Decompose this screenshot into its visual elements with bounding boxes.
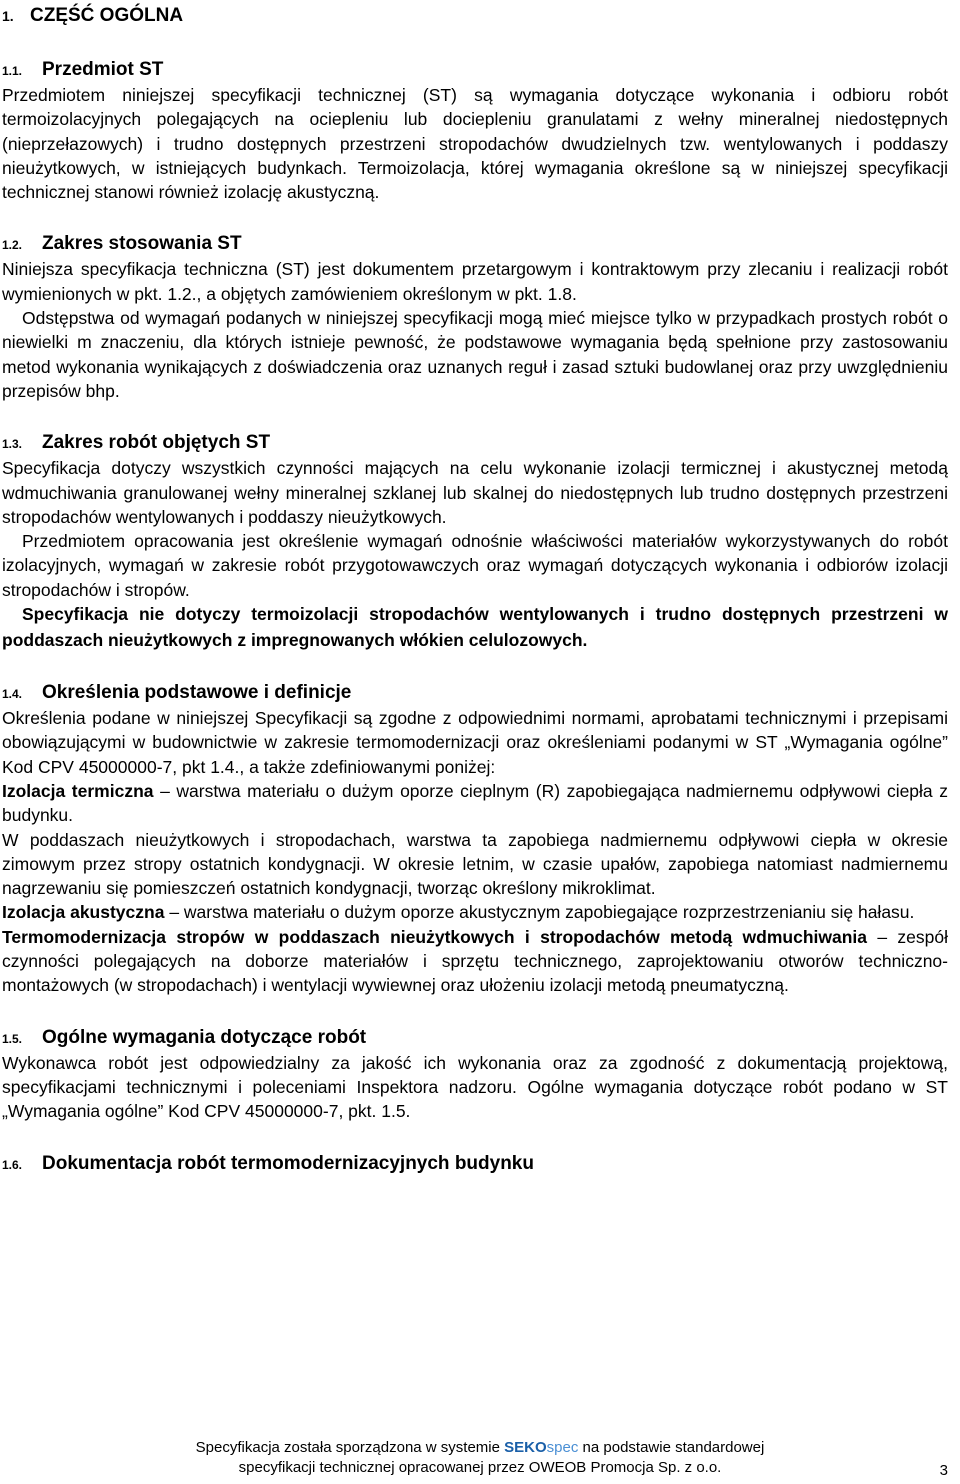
section-number: 1.5. bbox=[2, 1031, 23, 1046]
footer-line-2: specyfikacji technicznej opracowanej przez OWEOB Promocja Sp. z o.o. bbox=[238, 1459, 722, 1476]
definition bbox=[2, 900, 948, 924]
definition-term: Termomodernizacja stropów w poddaszach nieużytkowych i stropodachów metodą wdmuchiwania bbox=[2, 926, 868, 947]
section-1-3-heading bbox=[2, 431, 948, 456]
brand-logo-seko: SEKO bbox=[504, 1439, 547, 1456]
paragraph: Określenia podane w niniejszej Specyfikacji są zgodne z odpowiednimi normami, aprobatami technicznymi i przepisami obowiązującymi w budownictwie w zakresie termomodernizacji oraz określeniami podanymi w ST „Wymagania ogólne” Kod CPV 45000000-7, pkt 1.4., a także zdefiniowanymi poniżej: bbox=[2, 708, 948, 777]
definition bbox=[2, 925, 948, 998]
brand-logo-spec: spec bbox=[546, 1439, 579, 1456]
section-number: 1.3. bbox=[2, 437, 23, 452]
paragraph: Wykonawca robót jest odpowiedzialny za jakość ich wykonania oraz za zgodność z dokumentacją projektową, specyfikacjami technicznymi i poleceniami Inspektora nadzoru. Ogólne wymagania dotyczące robót podano w ST „Wymagania ogólne” Kod CPV 45000000-7, pkt. 1.5. bbox=[2, 1052, 948, 1122]
section-title: Przedmiot ST bbox=[42, 59, 164, 80]
definition-text: – warstwa materiału o dużym oporze akustycznym zapobiegające rozprzestrzenianiu się hałasu. bbox=[164, 902, 915, 923]
definition-text: – zespół czynności polegających na doborze materiałów i sprzętu technicznego, zaprojektowaniu otworów techniczno-montażowych (w stropodachach) i wentylacji wywiewnej oraz ułożeniu izolacji metodą pneumatyczną. bbox=[2, 926, 948, 996]
section-title: Określenia podstawowe i definicje bbox=[42, 682, 352, 704]
definition-text: – warstwa materiału o dużym oporze cieplnym (R) zapobiegająca nadmiernemu odpływowi ciepła z budynku. bbox=[2, 780, 948, 826]
footer-text: Specyfikacja została sporządzona w systemie bbox=[195, 1439, 505, 1456]
definition-term: Izolacja termiczna bbox=[2, 780, 154, 801]
section-title: Zakres robót objętych ST bbox=[42, 432, 271, 454]
section-number: 1.2. bbox=[2, 238, 23, 253]
paragraph: Specyfikacja dotyczy wszystkich czynności mających na celu wykonanie izolacji termicznej i akustycznej metodą wdmuchiwania granulowanej wełny mineralnej szklanej lub skalnej do niedostępnych lub trudno dostępnych przestrzeni stropodachów wentylowanych i poddaszy nieużytkowych. bbox=[2, 458, 948, 527]
page-number: 3 bbox=[939, 1462, 948, 1479]
page-footer bbox=[0, 1438, 960, 1478]
section-title: Ogólne wymagania dotyczące robót bbox=[42, 1026, 367, 1048]
paragraph: Przedmiotem opracowania jest określenie wymagań odnośnie właściwości materiałów wykorzystywanych do robót izolacyjnych, wymagań w zakresie robót przygotowawczych oraz wymagań dotyczących wykonania i odbiorów izolacji stropodachów i stropów. bbox=[2, 531, 948, 600]
definition-term: Izolacja akustyczna bbox=[2, 902, 165, 923]
section-number: 1.4. bbox=[2, 687, 23, 702]
section-1-heading bbox=[2, 4, 948, 28]
footer-text: na podstawie standardowej bbox=[578, 1439, 765, 1456]
paragraph: Przedmiotem niniejszej specyfikacji technicznej (ST) są wymagania dotyczące wykonania i odbioru robót termoizolacyjnych polegających na ociepleniu lub dociepleniu granulatami z wełny mineralnej niedostępnych (nieprzełazowych) i trudno dostępnych przestrzeni stropodachów dwudzielnych tzw. wentylowanych i poddaszy nieużytkowych, w istniejących budynkach. Termoizolacja, której wymagania określone są w niniejszej specyfikacji technicznej stanowi również izolację akustyczną. bbox=[2, 85, 948, 203]
definition bbox=[2, 779, 948, 828]
section-number: 1. bbox=[2, 8, 14, 24]
section-title: Dokumentacja robót termomodernizacyjnych budynku bbox=[42, 1152, 534, 1174]
paragraph: Odstępstwa od wymagań podanych w niniejszej specyfikacji mogą mieć miejsce tylko w przypadkach prostych robót o niewielki m znaczeniu, dla których istnieje pewność, że podstawowe wymagania będą spełnione przy zastosowaniu metod wykonania wynikających z doświadczenia oraz uznanych reguł i zasad sztuki budowlanej oraz przy uwzględnieniu przepisów bhp. bbox=[2, 308, 948, 401]
paragraph: W poddaszach nieużytkowych i stropodachach, warstwa ta zapobiega nadmiernemu odpływowi ciepła w okresie zimowym przez stropy ostatnich kondygnacji. W okresie letnim, w czasie upałów, zapobiega natomiast nadmiernemu nagrzewaniu się pomieszczeń ostatnich kondygnacji, tworząc określony mikroklimat. bbox=[2, 829, 948, 899]
section-1-4-heading bbox=[2, 681, 948, 706]
document-content bbox=[2, 2, 948, 1177]
section-1-1-heading bbox=[2, 58, 948, 83]
section-number: 1.1. bbox=[2, 64, 23, 78]
section-title: CZĘŚĆ OGÓLNA bbox=[30, 5, 184, 26]
section-1-5-heading bbox=[2, 1026, 948, 1051]
footer-line-1 bbox=[0, 1438, 960, 1458]
section-1-6-heading bbox=[2, 1152, 948, 1177]
section-1-2-heading bbox=[2, 232, 948, 257]
section-title: Zakres stosowania ST bbox=[42, 233, 242, 255]
paragraph: Niniejsza specyfikacja techniczna (ST) jest dokumentem przetargowym i kontraktowym przy zlecaniu i realizacji robót wymienionych w pkt. 1.2., a objętych zamówieniem określonym w pkt. 1.8. bbox=[2, 259, 948, 304]
bold-note: Specyfikacja nie dotyczy termoizolacji stropodachów wentylowanych i trudno dostępnych przestrzeni w poddaszach nieużytkowych z impregnowanych włókien celulozowych. bbox=[2, 604, 948, 650]
section-number: 1.6. bbox=[2, 1157, 23, 1172]
